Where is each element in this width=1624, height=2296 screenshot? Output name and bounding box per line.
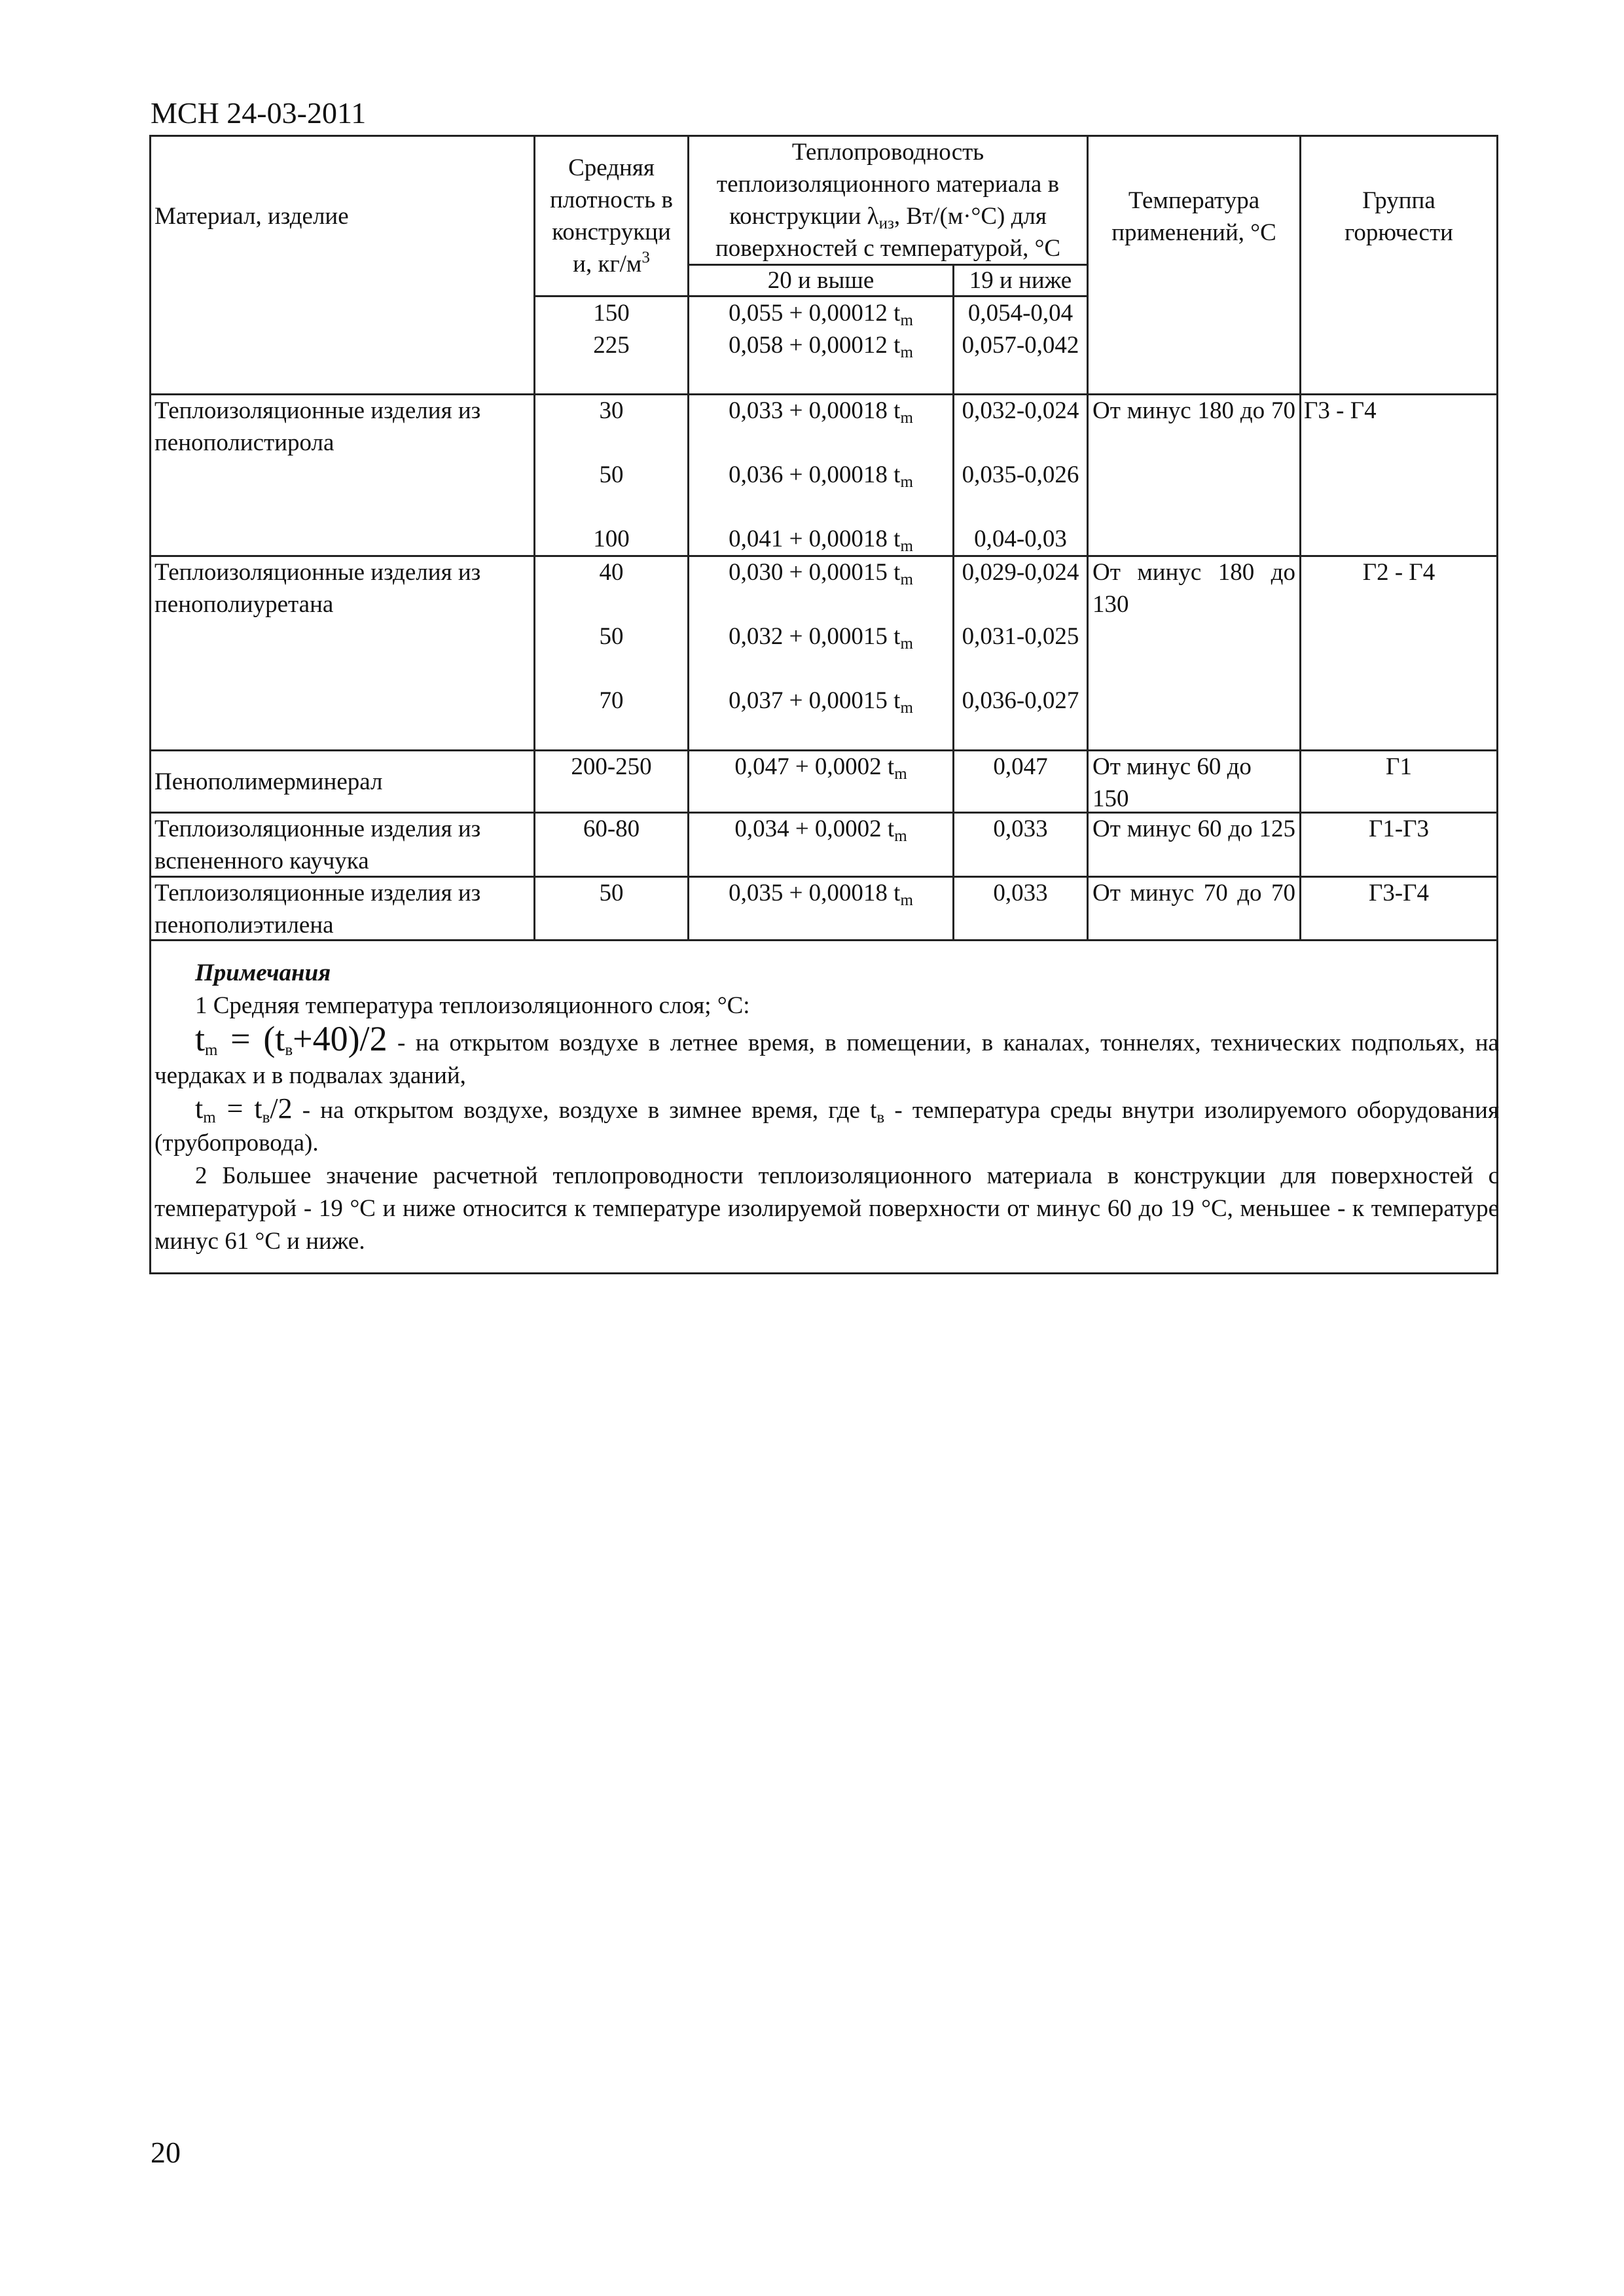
header-temperature	[1089, 185, 1299, 249]
formula-sub-m: m	[205, 1041, 218, 1059]
formula-text: - температура среды внутри изолируемого оборудования (трубопровода).	[154, 1097, 1499, 1157]
header-conductivity-line: Теплопроводность	[791, 139, 984, 166]
conductivity-hot-text: 0,037 + 0,00015 t	[729, 687, 901, 714]
header-group	[1301, 185, 1496, 249]
tm-sub: m	[900, 409, 913, 427]
formula-sub-v: в	[262, 1109, 270, 1126]
header-density-sup: 3	[641, 249, 650, 266]
material-cell: Теплоизоляционные изделия из пенополиуретана	[154, 559, 481, 618]
tm-sub: m	[900, 344, 913, 361]
conductivity-cold-cell: 0,035-0,026	[962, 461, 1079, 488]
temperature-cell: От минус 60 до 125	[1092, 816, 1295, 842]
conductivity-hot-text: 0,035 + 0,00018 t	[729, 880, 901, 906]
temperature-cell: От минус 60 до 150	[1092, 753, 1252, 812]
header-density-line: конструкци	[552, 219, 671, 245]
tm-sub: m	[894, 827, 907, 845]
conductivity-cold-cell: 0,031-0,025	[962, 623, 1079, 650]
note-2: 2 Большее значение расчетной теплопроводности теплоизоляционного материала в конструкции для поверхностей с температурой - 19 °С и ниже относится к температуре изолируемой поверхности от минус 60 до 19 °С, меньшее - к температуре минус 61 °С и ниже.	[154, 1162, 1499, 1255]
header-group-line: горючести	[1344, 219, 1453, 246]
material-cell: Пенополимерминерал	[154, 768, 383, 795]
formula-rest: +40)/2	[293, 1019, 388, 1058]
tm-sub: m	[900, 312, 913, 329]
density-cell: 70	[599, 687, 624, 714]
conductivity-cold-cell: 0,04-0,03	[974, 526, 1067, 552]
conductivity-cold-cell: 0,033	[993, 816, 1048, 842]
conductivity-hot-text: 0,055 + 0,00012 t	[729, 300, 901, 327]
formula-text: - на открытом воздухе в летнее время, в помещении, в каналах, тоннелях, технических подпольях, на чердаках и в подвалах зданий,	[154, 1030, 1499, 1089]
formula-sub-v: в	[876, 1109, 885, 1126]
density-cell: 225	[593, 332, 630, 359]
header-conductivity-line: поверхностей с температурой, °С	[715, 235, 1061, 262]
density-cell: 50	[599, 880, 624, 906]
conductivity-cold-cell: 0,033	[993, 880, 1048, 906]
conductivity-cold-cell: 0,057-0,042	[962, 332, 1079, 359]
conductivity-cold-cell: 0,029-0,024	[962, 559, 1079, 586]
density-cell: 60-80	[583, 816, 640, 842]
tm-sub: m	[900, 891, 913, 909]
conductivity-hot-text: 0,030 + 0,00015 t	[729, 559, 901, 586]
conductivity-hot-text: 0,033 + 0,00018 t	[729, 397, 901, 424]
density-cell: 150	[593, 300, 630, 327]
material-cell: Теплоизоляционные изделия из вспененного каучука	[154, 816, 481, 874]
tm-sub: m	[900, 571, 913, 588]
header-material	[154, 200, 528, 232]
header-density-line: плотность в	[550, 187, 673, 213]
formula-summer	[154, 1019, 1499, 1092]
notes-title: Примечания	[195, 960, 331, 986]
tm-sub: m	[900, 635, 913, 653]
group-cell: Г1	[1386, 753, 1412, 780]
header-density-line: Средняя	[568, 154, 655, 181]
temperature-cell: От минус 70 до 70	[1092, 880, 1295, 906]
group-cell: Г3 - Г4	[1304, 397, 1377, 424]
conductivity-hot-cell	[689, 556, 952, 588]
density-cell: 30	[599, 397, 624, 424]
formula-sub-m: m	[203, 1109, 216, 1126]
header-conductivity-line: теплоизоляционного материала в	[716, 171, 1060, 198]
material-cell: Теплоизоляционные изделия из пенополистирола	[154, 397, 481, 456]
conductivity-hot-cell	[689, 813, 952, 845]
density-cell: 100	[593, 526, 630, 552]
material-cell: Теплоизоляционные изделия из пенополиэтилена	[154, 880, 481, 939]
tm-sub: m	[900, 473, 913, 491]
notes-section	[154, 957, 1499, 1258]
conductivity-hot-text: 0,032 + 0,00015 t	[729, 623, 901, 650]
header-material-text: Материал, изделие	[154, 203, 349, 230]
conductivity-hot-cell	[689, 459, 952, 491]
temperature-cell: От минус 180 до 70	[1092, 397, 1295, 424]
density-cell: 200-250	[571, 753, 652, 780]
tm-sub: m	[900, 699, 913, 717]
note-1: 1 Средняя температура теплоизоляционного слоя; °С:	[195, 992, 750, 1019]
formula-sub-v: в	[285, 1041, 293, 1059]
group-cell: Г2 - Г4	[1362, 559, 1435, 586]
conductivity-hot-cell	[689, 685, 952, 717]
formula-eq: = (t	[217, 1019, 285, 1058]
density-cell: 50	[599, 461, 624, 488]
conductivity-hot-text: 0,047 + 0,0002 t	[734, 753, 895, 780]
document-header: МСН 24-03-2011	[151, 96, 367, 130]
group-cell: Г1-Г3	[1368, 816, 1430, 842]
conductivity-cold-cell: 0,054-0,04	[967, 300, 1074, 327]
header-density-unit: и, кг/м	[573, 251, 642, 278]
header-conductivity-text: конструкции λ	[729, 203, 879, 230]
header-group-line: Группа	[1362, 187, 1435, 214]
header-density-line	[535, 248, 687, 280]
temperature-cell: От минус 180 до 130	[1092, 559, 1295, 618]
table-border-left	[149, 135, 151, 1274]
conductivity-hot-cell	[689, 751, 952, 783]
page-number: 20	[151, 2136, 181, 2169]
conductivity-cold-cell: 0,032-0,024	[962, 397, 1079, 424]
tm-sub: m	[894, 765, 907, 783]
header-sub-cold: 19 и ниже	[969, 267, 1072, 294]
header-conductivity-text: , Вт/(м·°С) для	[893, 203, 1047, 230]
conductivity-hot-cell	[689, 620, 952, 653]
formula-rest: /2	[270, 1092, 293, 1124]
density-cell: 50	[599, 623, 624, 650]
tm-sub: m	[900, 537, 913, 555]
formula-eq: = t	[215, 1092, 262, 1124]
conductivity-hot-cell	[689, 329, 952, 361]
conductivity-hot-text: 0,036 + 0,00018 t	[729, 461, 901, 488]
conductivity-hot-cell	[689, 395, 952, 427]
conductivity-cold-cell: 0,036-0,027	[962, 687, 1079, 714]
formula-t: t	[195, 1019, 206, 1058]
header-conductivity	[689, 136, 1087, 264]
conductivity-hot-text: 0,034 + 0,0002 t	[734, 816, 895, 842]
conductivity-hot-cell	[689, 523, 952, 555]
formula-text: - на открытом воздухе, воздухе в зимнее время, где t	[292, 1097, 877, 1124]
group-cell: Г3-Г4	[1368, 880, 1430, 906]
header-conductivity-line	[689, 200, 1087, 232]
conductivity-hot-cell	[689, 877, 952, 909]
conductivity-cold-cell: 0,047	[993, 753, 1048, 780]
formula-t: t	[195, 1092, 204, 1124]
density-cell: 40	[599, 559, 624, 586]
header-density	[535, 152, 687, 280]
conductivity-hot-text: 0,041 + 0,00018 t	[729, 526, 901, 552]
conductivity-hot-text: 0,058 + 0,00012 t	[729, 332, 901, 359]
table-border-bottom	[151, 1272, 1498, 1274]
header-temperature-line: Температура	[1128, 187, 1260, 214]
header-conductivity-sub: из	[878, 215, 894, 232]
header-temperature-line: применений, °С	[1111, 219, 1276, 246]
conductivity-hot-cell	[689, 297, 952, 329]
header-sub-hot: 20 и выше	[767, 267, 875, 294]
formula-winter	[154, 1092, 1499, 1160]
column-divider	[1087, 135, 1089, 941]
